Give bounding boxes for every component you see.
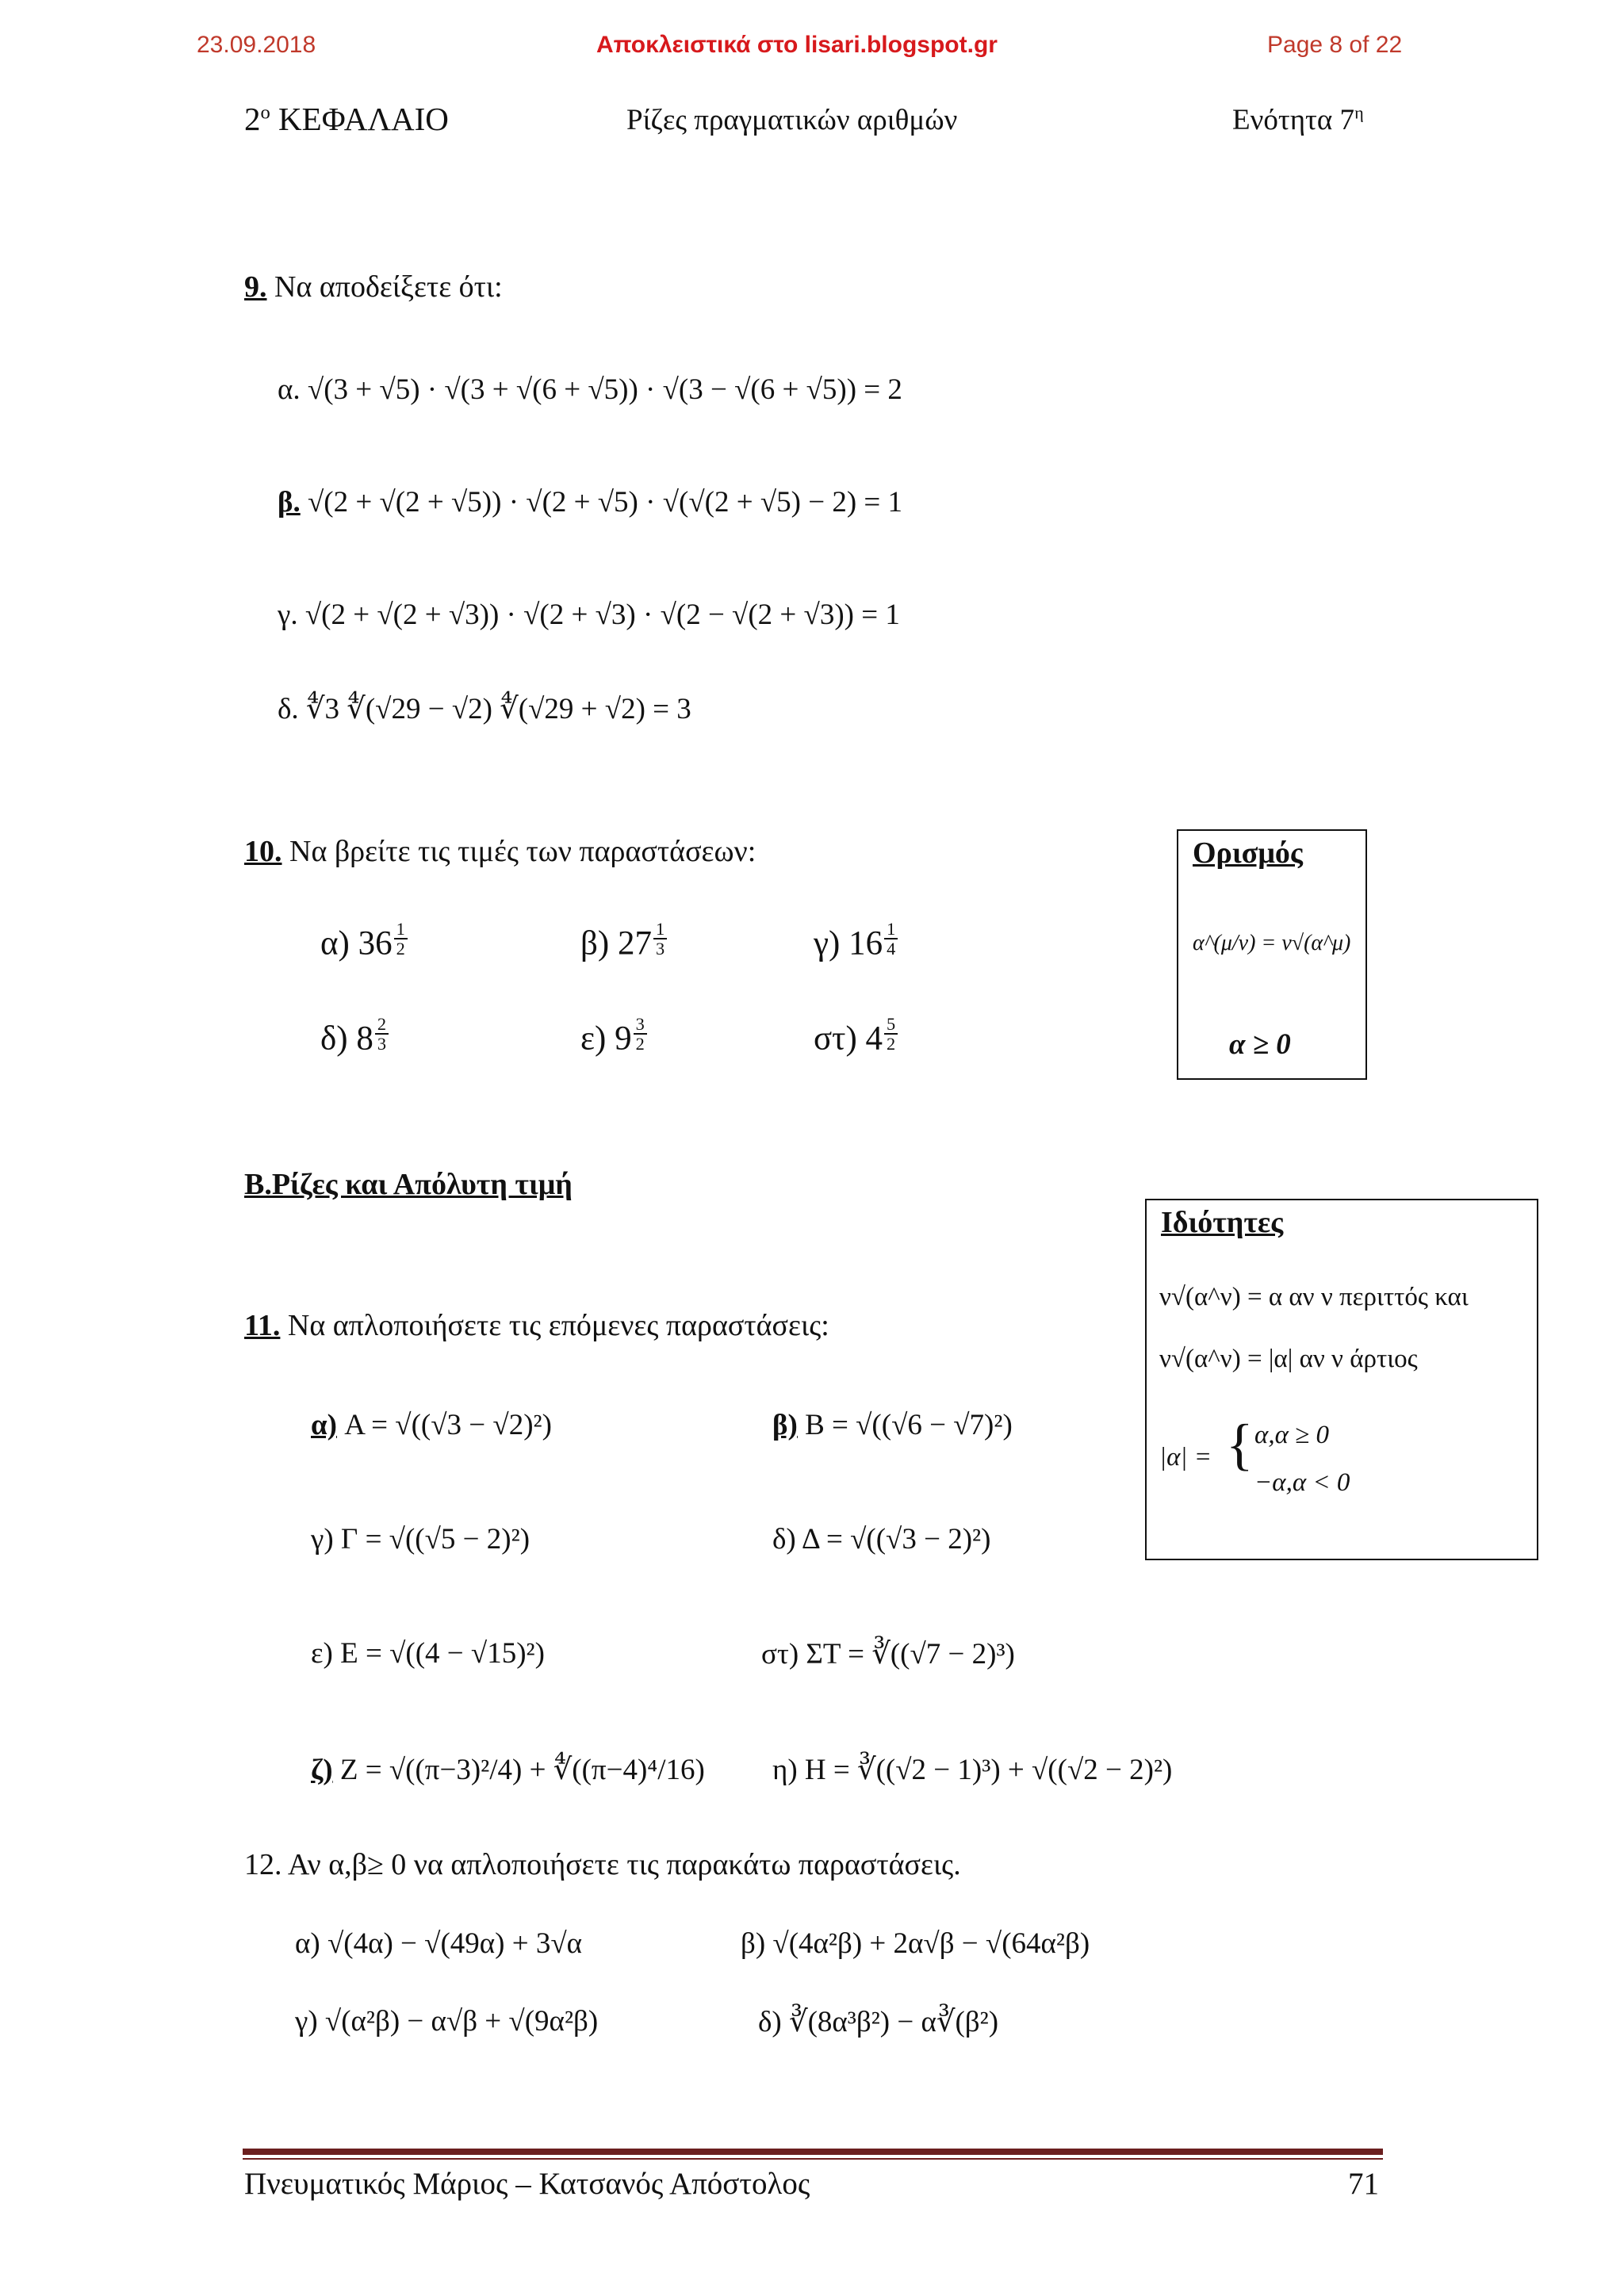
item-expression: Δ = √((√3 − 2)²) bbox=[801, 1523, 991, 1556]
ex11-item-i bbox=[772, 1752, 1172, 1787]
exponent-numerator: 2 bbox=[375, 1015, 389, 1035]
date-label: 23.09.2018 bbox=[197, 32, 316, 58]
exponent-numerator: 1 bbox=[884, 920, 898, 939]
ex11-item-c bbox=[311, 1522, 530, 1556]
item-label: β) bbox=[580, 924, 618, 962]
ex11-item-d bbox=[772, 1522, 990, 1556]
ex12-item-a bbox=[295, 1927, 582, 1961]
exponent-denominator: 2 bbox=[396, 939, 405, 959]
properties-box bbox=[1145, 1199, 1538, 1560]
item-label: γ. bbox=[278, 599, 298, 631]
item-label: δ) bbox=[772, 1523, 796, 1556]
item-expression: √(2 + √(2 + √3)) · √(2 + √3) · √(2 − √(2 + √3)) = 1 bbox=[304, 599, 900, 631]
ex10-item-a bbox=[320, 920, 408, 963]
footer-page-number: 71 bbox=[1348, 2167, 1379, 2201]
unit-heading bbox=[1232, 103, 1364, 137]
item-expression: H = ∛((√2 − 1)³) + √((√2 − 2)²) bbox=[804, 1754, 1173, 1786]
ex10-item-e bbox=[580, 1015, 647, 1058]
item-label: ζ) bbox=[311, 1754, 333, 1786]
exponent-numerator: 5 bbox=[884, 1015, 898, 1035]
topic-title: Ρίζες πραγματικών αριθμών bbox=[626, 104, 958, 136]
ex9-item-d bbox=[278, 691, 691, 726]
property-odd-root: ν√(α^ν) = α αν ν περιττός και bbox=[1159, 1283, 1469, 1311]
item-label: δ) bbox=[320, 1020, 357, 1058]
exercise-10-heading bbox=[244, 834, 756, 869]
item-label: γ) bbox=[814, 924, 849, 962]
fraction-exponent bbox=[884, 1015, 898, 1054]
item-label: στ) bbox=[761, 1638, 799, 1670]
item-label: γ) bbox=[295, 2005, 318, 2038]
item-label: γ) bbox=[311, 1523, 334, 1556]
item-expression: E = √((4 − √15)²) bbox=[340, 1637, 545, 1670]
item-label: β. bbox=[278, 486, 301, 519]
item-expression: √(4α²β) + 2α√β − √(64α²β) bbox=[772, 1927, 1090, 1960]
power-base: 8 bbox=[356, 1020, 373, 1058]
unit-ordinal: η bbox=[1354, 102, 1364, 123]
item-label: α) bbox=[311, 1409, 337, 1441]
left-brace-icon: { bbox=[1226, 1413, 1254, 1476]
fraction-exponent bbox=[884, 920, 898, 959]
fraction-exponent bbox=[394, 920, 408, 959]
fraction-exponent bbox=[634, 1015, 647, 1054]
footer-rule-thin bbox=[243, 2158, 1383, 2160]
exponent-denominator: 3 bbox=[377, 1034, 387, 1054]
ex9-item-b bbox=[278, 485, 902, 519]
ex11-item-z bbox=[311, 1752, 705, 1787]
ex10-item-b bbox=[580, 920, 667, 963]
ex10-item-d bbox=[320, 1015, 389, 1058]
ex11-item-st bbox=[761, 1636, 1015, 1671]
exercise-number: 10. bbox=[244, 835, 282, 868]
abs-case-negative: −α,α < 0 bbox=[1254, 1468, 1350, 1497]
exercise-11-heading bbox=[244, 1308, 829, 1343]
item-label: η) bbox=[772, 1754, 798, 1786]
definition-box bbox=[1177, 829, 1367, 1080]
chapter-number: 2 bbox=[244, 101, 261, 137]
item-label: στ) bbox=[814, 1020, 866, 1058]
item-expression: ∜3 ∜(√29 − √2) ∜(√29 + √2) = 3 bbox=[305, 693, 691, 725]
exponent-numerator: 1 bbox=[653, 920, 667, 939]
ex9-item-a bbox=[278, 373, 902, 407]
fraction-exponent bbox=[375, 1015, 389, 1054]
power-base: 16 bbox=[848, 924, 883, 962]
item-expression: A = √((√3 − √2)²) bbox=[344, 1409, 552, 1441]
abs-case-positive: α,α ≥ 0 bbox=[1254, 1421, 1330, 1449]
item-expression: √(α²β) − α√β + √(9α²β) bbox=[324, 2005, 599, 2038]
item-expression: Z = √((π−3)²/4) + ∜((π−4)⁴/16) bbox=[339, 1754, 705, 1786]
exponent-numerator: 3 bbox=[634, 1015, 647, 1035]
ex11-item-a bbox=[311, 1408, 552, 1442]
item-label: ε) bbox=[311, 1637, 333, 1670]
ex12-item-c bbox=[295, 2004, 598, 2038]
fraction-exponent bbox=[653, 920, 667, 959]
ex9-item-c bbox=[278, 598, 900, 632]
item-expression: ΣΤ = ∛((√7 − 2)³) bbox=[806, 1638, 1015, 1670]
exponent-denominator: 4 bbox=[887, 939, 896, 959]
unit-label: Ενότητα 7 bbox=[1232, 104, 1355, 136]
item-expression: ∛(8α³β²) − α∛(β²) bbox=[789, 2006, 999, 2038]
exercise-number: 9. bbox=[244, 270, 267, 304]
definition-formula: α^(μ/ν) = ν√(α^μ) bbox=[1193, 931, 1351, 955]
item-label: β) bbox=[741, 1927, 766, 1960]
item-label: ε) bbox=[580, 1020, 615, 1058]
chapter-ordinal: ο bbox=[260, 101, 270, 124]
ex11-item-b bbox=[772, 1408, 1013, 1442]
power-base: 4 bbox=[865, 1020, 883, 1058]
item-label: α) bbox=[320, 924, 358, 962]
section-b-title: Β.Ρίζες και Απόλυτη τιμή bbox=[244, 1168, 573, 1201]
power-base: 9 bbox=[615, 1020, 632, 1058]
ex10-item-c bbox=[814, 920, 898, 963]
definition-title: Ορισμός bbox=[1193, 836, 1303, 870]
exponent-denominator: 2 bbox=[635, 1034, 645, 1054]
exercise-prompt: Να απλοποιήσετε τις επόμενες παραστάσεις: bbox=[287, 1309, 829, 1342]
ex11-item-e bbox=[311, 1636, 545, 1670]
item-label: δ) bbox=[758, 2006, 782, 2038]
abs-value-lhs: |α| = bbox=[1159, 1443, 1212, 1471]
footer-rule bbox=[243, 2149, 1383, 2155]
site-link[interactable]: Αποκλειστικά στο lisari.blogspot.gr bbox=[596, 32, 998, 58]
chapter-word: ΚΕΦΑΛΑΙΟ bbox=[270, 101, 449, 137]
item-label: α) bbox=[295, 1927, 320, 1960]
exercise-12-heading: 12. Αν α,β≥ 0 να απλοποιήσετε τις παρακάτω παραστάσεις. bbox=[244, 1848, 961, 1881]
item-label: α. bbox=[278, 373, 301, 406]
ex12-item-b bbox=[741, 1927, 1090, 1961]
item-expression: √(2 + √(2 + √5)) · √(2 + √5) · √(√(2 + √5) − 2) = 1 bbox=[308, 486, 903, 519]
property-even-root: ν√(α^ν) = |α| αν ν άρτιος bbox=[1159, 1345, 1418, 1373]
definition-condition: α ≥ 0 bbox=[1229, 1028, 1291, 1061]
exponent-numerator: 1 bbox=[394, 920, 408, 939]
item-expression: Γ = √((√5 − 2)²) bbox=[340, 1523, 530, 1556]
item-expression: √(4α) − √(49α) + 3√α bbox=[327, 1927, 583, 1960]
power-base: 36 bbox=[358, 924, 393, 962]
ex12-item-d bbox=[758, 2004, 998, 2039]
footer-authors: Πνευματικός Μάριος – Κατσανός Απόστολος bbox=[244, 2167, 810, 2201]
exponent-denominator: 2 bbox=[887, 1034, 896, 1054]
chapter-heading bbox=[244, 100, 449, 138]
item-expression: √(3 + √5) · √(3 + √(6 + √5)) · √(3 − √(6 + √5)) = 2 bbox=[307, 373, 902, 406]
page-indicator: Page 8 of 22 bbox=[1267, 32, 1403, 58]
ex10-item-st bbox=[814, 1015, 898, 1058]
exercise-9-heading bbox=[244, 270, 503, 304]
item-expression: B = √((√6 − √7)²) bbox=[805, 1409, 1013, 1441]
item-label: β) bbox=[772, 1409, 798, 1441]
properties-title: Ιδιότητες bbox=[1161, 1206, 1284, 1239]
item-label: δ. bbox=[278, 693, 299, 725]
exercise-prompt: Να αποδείξετε ότι: bbox=[274, 270, 503, 304]
power-base: 27 bbox=[617, 924, 652, 962]
exponent-denominator: 3 bbox=[655, 939, 665, 959]
exercise-prompt: Να βρείτε τις τιμές των παραστάσεων: bbox=[289, 835, 756, 868]
exercise-number: 11. bbox=[244, 1309, 281, 1342]
